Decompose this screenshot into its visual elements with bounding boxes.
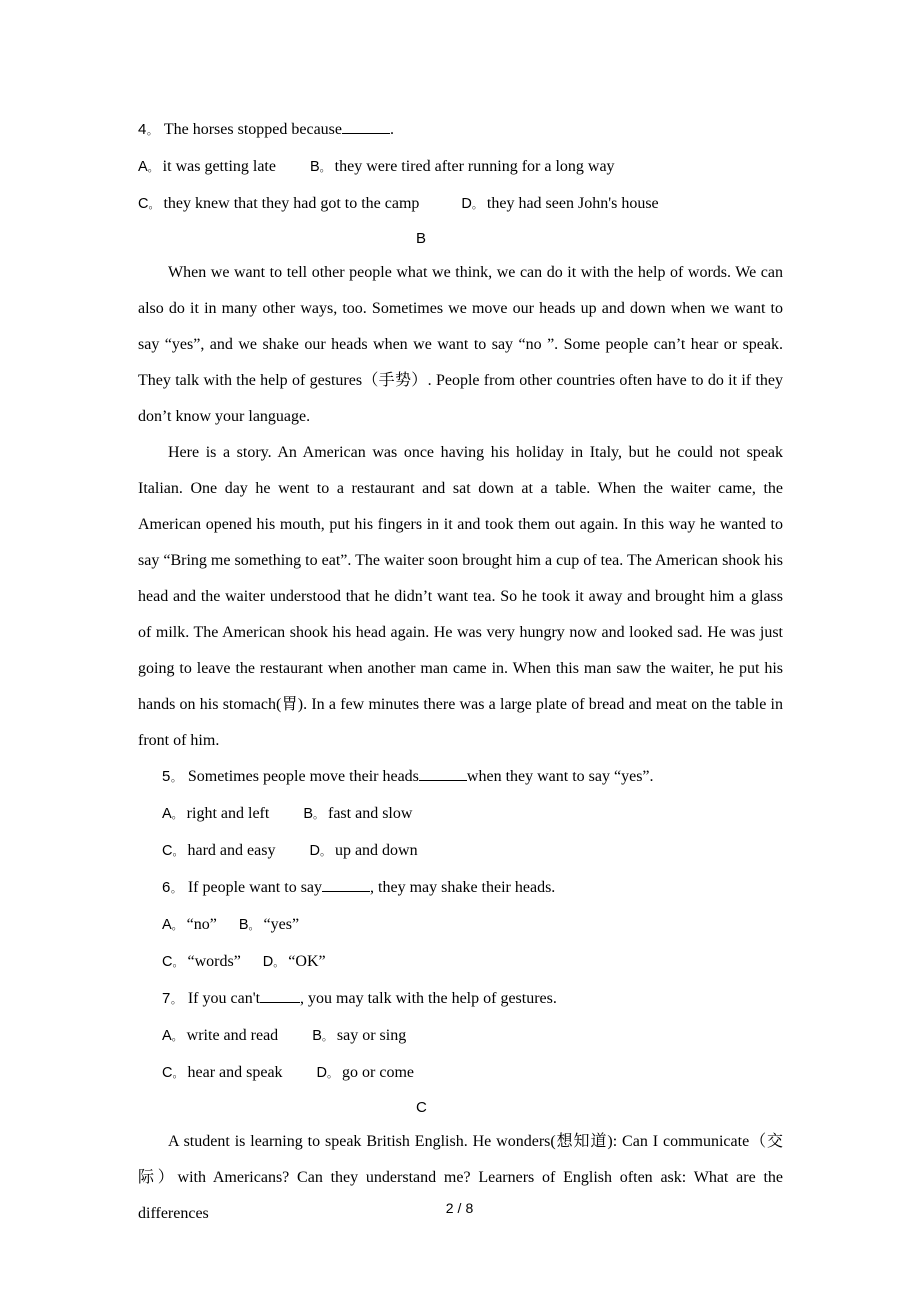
footer-total-pages: 8 [465, 1200, 475, 1216]
option-c-text: “words” [187, 953, 241, 970]
question-4-text: The horses stopped because [163, 121, 343, 138]
option-c[interactable] [162, 833, 275, 870]
option-b-text: “yes” [263, 916, 300, 933]
option-b-text: fast and slow [327, 805, 413, 822]
option-a-letter: A 。 [162, 806, 183, 822]
option-d[interactable] [309, 833, 417, 870]
question-4-number: 4 。 [138, 121, 158, 138]
option-d-text: up and down [334, 842, 418, 859]
question-7-stem [138, 981, 783, 1018]
option-b-text: they were tired after running for a long way [334, 158, 615, 175]
question-5-number: 5 。 [162, 768, 182, 785]
question-6-stem [138, 870, 783, 907]
option-b[interactable] [239, 907, 299, 944]
option-b[interactable] [312, 1018, 406, 1055]
option-d-letter: D 。 [461, 196, 482, 212]
option-a-text: it was getting late [162, 158, 276, 175]
question-7-number: 7 。 [162, 990, 182, 1007]
option-a-text: write and read [186, 1027, 279, 1044]
option-d-text: “OK” [288, 953, 326, 970]
question-5-options-row-1 [138, 796, 783, 833]
page-footer [0, 1200, 920, 1216]
option-b-letter: B 。 [310, 159, 331, 175]
option-d-letter: D 。 [309, 843, 330, 859]
option-c-letter: C 。 [162, 954, 183, 970]
option-a[interactable] [138, 149, 276, 186]
option-c-letter: C 。 [138, 196, 159, 212]
question-7-options-row-2 [138, 1055, 783, 1092]
option-a[interactable] [162, 907, 217, 944]
page-content [138, 112, 783, 1232]
question-7-text: If you can't [187, 990, 261, 1007]
question-4-options-row-2 [138, 186, 783, 223]
option-b[interactable] [310, 149, 615, 186]
option-b-text: say or sing [336, 1027, 407, 1044]
option-d-letter: D 。 [317, 1065, 338, 1081]
option-a-letter: A 。 [162, 1028, 183, 1044]
option-b-letter: B 。 [303, 806, 324, 822]
footer-current-page: 2 [445, 1200, 455, 1216]
option-c-text: hard and easy [187, 842, 276, 859]
option-b[interactable] [303, 796, 412, 833]
section-c-marker: C [416, 1099, 427, 1116]
option-c-letter: C 。 [162, 1065, 183, 1081]
question-5-stem [138, 759, 783, 796]
option-c[interactable] [162, 944, 241, 981]
question-5-text: Sometimes people move their heads [187, 768, 419, 785]
question-6-number: 6 。 [162, 879, 182, 896]
option-b-letter: B 。 [312, 1028, 333, 1044]
question-7-options-row-1 [138, 1018, 783, 1055]
question-5-options-row-2 [138, 833, 783, 870]
question-5-blank [419, 766, 467, 781]
section-b-marker: B [416, 230, 427, 247]
option-d-letter: D 。 [263, 954, 284, 970]
question-5-text-end: when they want to say “yes”. [466, 768, 654, 785]
question-7-blank [260, 988, 300, 1003]
option-c-text: hear and speak [187, 1064, 283, 1081]
question-6-text-end: , they may shake their heads. [370, 879, 556, 896]
option-b-letter: B 。 [239, 917, 260, 933]
question-4-stem [138, 112, 783, 149]
option-d[interactable] [263, 944, 326, 981]
option-a[interactable] [162, 796, 269, 833]
footer-separator: / [457, 1200, 463, 1216]
option-c-text: they knew that they had got to the camp [163, 195, 420, 212]
question-4-blank [342, 119, 390, 134]
option-d[interactable] [317, 1055, 414, 1092]
option-a-letter: A 。 [138, 159, 159, 175]
option-a-text: right and left [186, 805, 270, 822]
question-7-text-end: , you may talk with the help of gestures. [300, 990, 557, 1007]
option-a-text: “no” [186, 916, 217, 933]
section-c-paragraph-1: A student is learning to speak British English. He wonders(想知道): Can I communicate（交际）with Americans? Can they understand me? Learners of English often ask: What are the differences [138, 1133, 783, 1222]
question-6-blank [322, 877, 370, 892]
option-d[interactable] [461, 186, 658, 223]
option-c-letter: C 。 [162, 843, 183, 859]
option-d-text: they had seen John's house [486, 195, 659, 212]
question-4-text-end: . [390, 121, 395, 138]
section-b-paragraph-2: Here is a story. An American was once having his holiday in Italy, but he could not speak Italian. One day he went to a restaurant and sat down at a table. When the waiter came, the American opened his mouth, put his fingers in it and took them out again. In this way he wanted to say “Bring me something to eat”. The waiter soon brought him a cup of tea. The American shook his head and the waiter understood that he didn’t want tea. So he took it away and brought him a glass of milk. The American shook his head again. He was very hungry now and looked sad. He was just going to leave the restaurant when another man came in. When this man saw the waiter, he put his hands on his stomach(胃). In a few minutes there was a large plate of bread and meat on the table in front of him. [138, 444, 783, 749]
option-c[interactable] [162, 1055, 283, 1092]
question-6-options-row-2 [138, 944, 783, 981]
option-d-text: go or come [342, 1064, 415, 1081]
question-6-options-row-1 [138, 907, 783, 944]
question-4-options-row-1 [138, 149, 783, 186]
option-c[interactable] [138, 186, 419, 223]
option-a-letter: A 。 [162, 917, 183, 933]
option-a[interactable] [162, 1018, 278, 1055]
question-6-text: If people want to say [187, 879, 323, 896]
section-b-paragraph-1: When we want to tell other people what we think, we can do it with the help of words. We can also do it in many other ways, too. Sometimes we move our heads up and down when we want to say “yes”, and we shake our heads when we want to say “no ”. Some people can’t hear or speak. They talk with the help of gestures（手势）. People from other countries often have to do it if they don’t know your language. [138, 264, 783, 425]
